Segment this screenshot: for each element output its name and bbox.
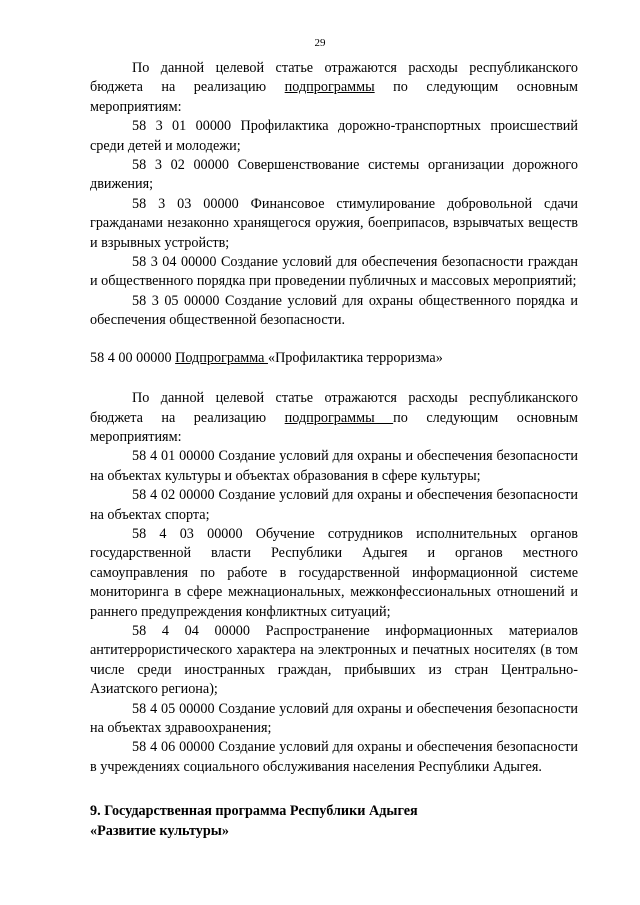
subprogram-heading [90, 349, 578, 368]
subprogram-code: 58 4 00 00000 [90, 349, 176, 366]
block2-intro [90, 389, 578, 447]
page-number: 29 [314, 37, 326, 49]
block2-intro-text-start: По данной целевой статье отражаются расходы республиканского бюджета на реализацию [90, 390, 578, 426]
block1-item: 58 3 01 00000 Профилактика дорожно-транспортных происшествий среди детей и молодежи; [90, 118, 578, 154]
block2-item: 58 4 01 00000 Создание условий для охраны и обеспечения безопасности на объектах культуры и объектах образования в сфере культуры; [90, 448, 578, 484]
block1-intro [90, 59, 578, 117]
block1-intro-text-start: По данной целевой статье отражаются расходы республиканского бюджета на реализацию [90, 60, 578, 96]
section-heading [90, 802, 578, 841]
section-heading-line2: «Развитие культуры» [90, 822, 229, 839]
block2-item: 58 4 05 00000 Создание условий для охраны и обеспечения безопасности на объектах здравоохранения; [90, 700, 578, 736]
block2-item: 58 4 06 00000 Создание условий для охраны и обеспечения безопасности в учреждениях социального обслуживания населения Республики Адыгея. [90, 739, 578, 775]
subprogram-title: «Профилактика терроризма» [267, 349, 443, 366]
block1-item: 58 3 03 00000 Финансовое стимулирование добровольной сдачи гражданами незаконно хранящегося оружия, боеприпасов, взрывчатых веществ и взрывных устройств; [90, 195, 578, 251]
block2-item: 58 4 02 00000 Создание условий для охраны и обеспечения безопасности на объектах спорта; [90, 487, 578, 523]
document-body [90, 59, 578, 841]
block2-item: 58 4 03 00000 Обучение сотрудников исполнительных органов государственной власти Республики Адыгея и органов местного самоуправления по работе в государственной информационной системе мониторинга в сфере межнациональных, межконфессиональных отношений и раннего предупреждения конфликтных ситуаций; [90, 525, 578, 620]
block1-item: 58 3 04 00000 Создание условий для обеспечения безопасности граждан и общественного порядка при проведении публичных и массовых мероприятий; [90, 254, 578, 290]
block1-intro-text-end: по следующим основным мероприятиям: [90, 79, 578, 115]
block2-intro-text-end: по следующим основным мероприятиям: [90, 409, 578, 445]
subprogram-heading-link[interactable]: Подпрограмма [175, 349, 268, 366]
block1-item: 58 3 02 00000 Совершенствование системы организации дорожного движения; [90, 157, 578, 193]
block1-item: 58 3 05 00000 Создание условий для охраны общественного порядка и обеспечения общественной безопасности. [90, 292, 578, 329]
block2-item: 58 4 04 00000 Распространение информационных материалов антитеррористического характера на электронных и печатных носителях (в том числе среди иностранных граждан, прибывших из стран Центрально-Азиатского региона); [90, 622, 578, 698]
block1-subprogram-link[interactable]: подпрограммы [284, 79, 375, 96]
block2-subprogram-link[interactable]: подпрограммы [284, 409, 394, 426]
section-heading-line1: 9. Государственная программа Республики Адыгея [90, 803, 418, 820]
